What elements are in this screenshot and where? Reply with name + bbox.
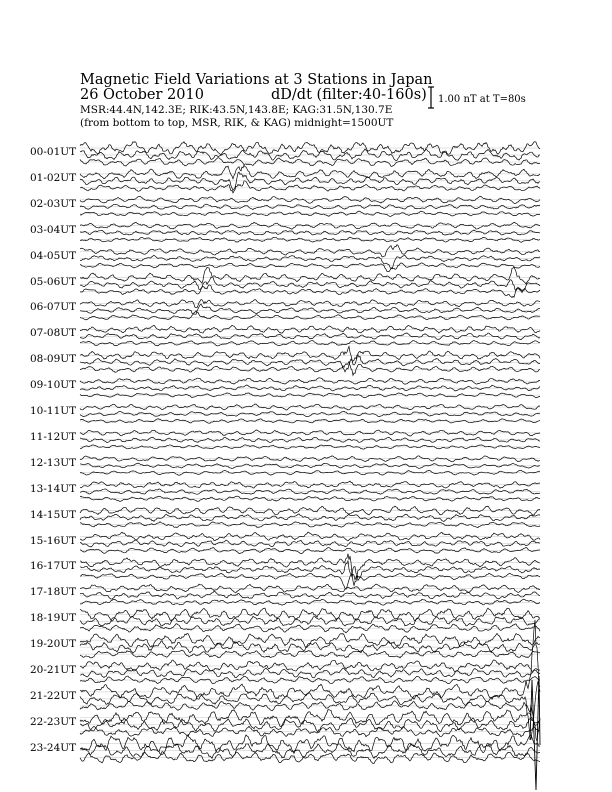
hour-row xyxy=(80,222,540,242)
station-trace-msr xyxy=(80,263,540,272)
hour-label: 10-11UT xyxy=(30,405,77,417)
hour-label: 01-02UT xyxy=(30,171,77,184)
hour-row xyxy=(80,506,540,527)
hour-row xyxy=(80,481,540,501)
hour-label: 02-03UT xyxy=(30,197,77,210)
hour-label: 06-07UT xyxy=(30,301,77,314)
hour-row xyxy=(80,404,540,423)
station-trace-kag xyxy=(80,165,540,179)
station-coordinates: MSR:44.4N,142.3E; RIK:43.5N,143.8E; KAG:31.5N,130.7E xyxy=(80,104,393,116)
hour-row xyxy=(80,300,540,320)
hour-label: 16-17UT xyxy=(30,560,77,573)
hour-label: 09-10UT xyxy=(30,379,77,392)
station-trace-kag xyxy=(80,267,540,284)
station-trace-msr xyxy=(80,311,540,320)
station-trace-rik xyxy=(80,255,540,268)
hour-row xyxy=(80,532,540,553)
station-trace-kag xyxy=(80,430,540,436)
hour-row xyxy=(80,633,540,658)
hour-label: 04-05UT xyxy=(30,249,77,262)
station-trace-kag xyxy=(80,300,540,308)
hour-label: 12-13UT xyxy=(30,456,77,469)
hour-label: 08-09UT xyxy=(30,353,77,366)
hour-row xyxy=(80,378,540,398)
scale-bar-label: 1.00 nT at T=80s xyxy=(438,94,526,105)
scale-bar xyxy=(428,87,434,108)
chart-title: Magnetic Field Variations at 3 Stations in Japan xyxy=(80,72,433,88)
station-trace-kag xyxy=(80,608,540,621)
hour-label: 22-23UT xyxy=(30,715,77,728)
station-trace-msr xyxy=(80,701,540,741)
hour-row xyxy=(80,660,540,684)
chart-measure: dD/dt (filter:40-160s) xyxy=(271,87,427,103)
hour-row xyxy=(80,554,540,590)
hour-label: 03-04UT xyxy=(30,223,77,236)
hour-label: 13-14UT xyxy=(30,482,77,495)
station-trace-rik xyxy=(80,681,540,739)
hour-row xyxy=(80,325,540,346)
hour-row xyxy=(80,456,540,475)
station-trace-kag xyxy=(80,620,540,699)
hour-label: 07-08UT xyxy=(30,327,77,340)
hour-row xyxy=(80,196,540,216)
hour-label: 00-01UT xyxy=(30,146,77,158)
hour-label: 23-24UT xyxy=(30,741,77,754)
station-trace-kag xyxy=(80,245,540,257)
hour-row xyxy=(80,165,540,193)
hour-row xyxy=(80,346,540,375)
hour-row xyxy=(80,735,540,764)
hour-label: 21-22UT xyxy=(30,689,77,702)
hour-row xyxy=(80,710,540,737)
hour-label: 05-06UT xyxy=(30,275,77,288)
station-trace-msr xyxy=(80,181,540,193)
station-trace-msr xyxy=(80,285,540,298)
station-trace-msr xyxy=(80,573,540,589)
hour-row xyxy=(80,608,540,633)
station-trace-msr xyxy=(80,393,540,398)
hour-label: 18-19UT xyxy=(30,612,77,625)
hour-label: 14-15UT xyxy=(30,508,77,521)
hour-row xyxy=(80,430,540,449)
hour-row xyxy=(80,267,540,297)
hour-row xyxy=(80,245,540,272)
hour-label: 15-16UT xyxy=(30,534,77,547)
station-trace-kag xyxy=(80,554,540,586)
hour-row xyxy=(80,142,540,167)
hour-row xyxy=(80,584,540,605)
hour-label: 11-12UT xyxy=(30,430,77,443)
hour-label: 17-18UT xyxy=(30,586,77,599)
station-order-note: (from bottom to top, MSR, RIK, & KAG) midnight=1500UT xyxy=(80,117,394,129)
station-trace-kag xyxy=(80,710,540,727)
chart-date: 26 October 2010 xyxy=(80,87,204,103)
hour-label: 20-21UT xyxy=(30,664,77,676)
hour-label: 19-20UT xyxy=(30,638,77,651)
